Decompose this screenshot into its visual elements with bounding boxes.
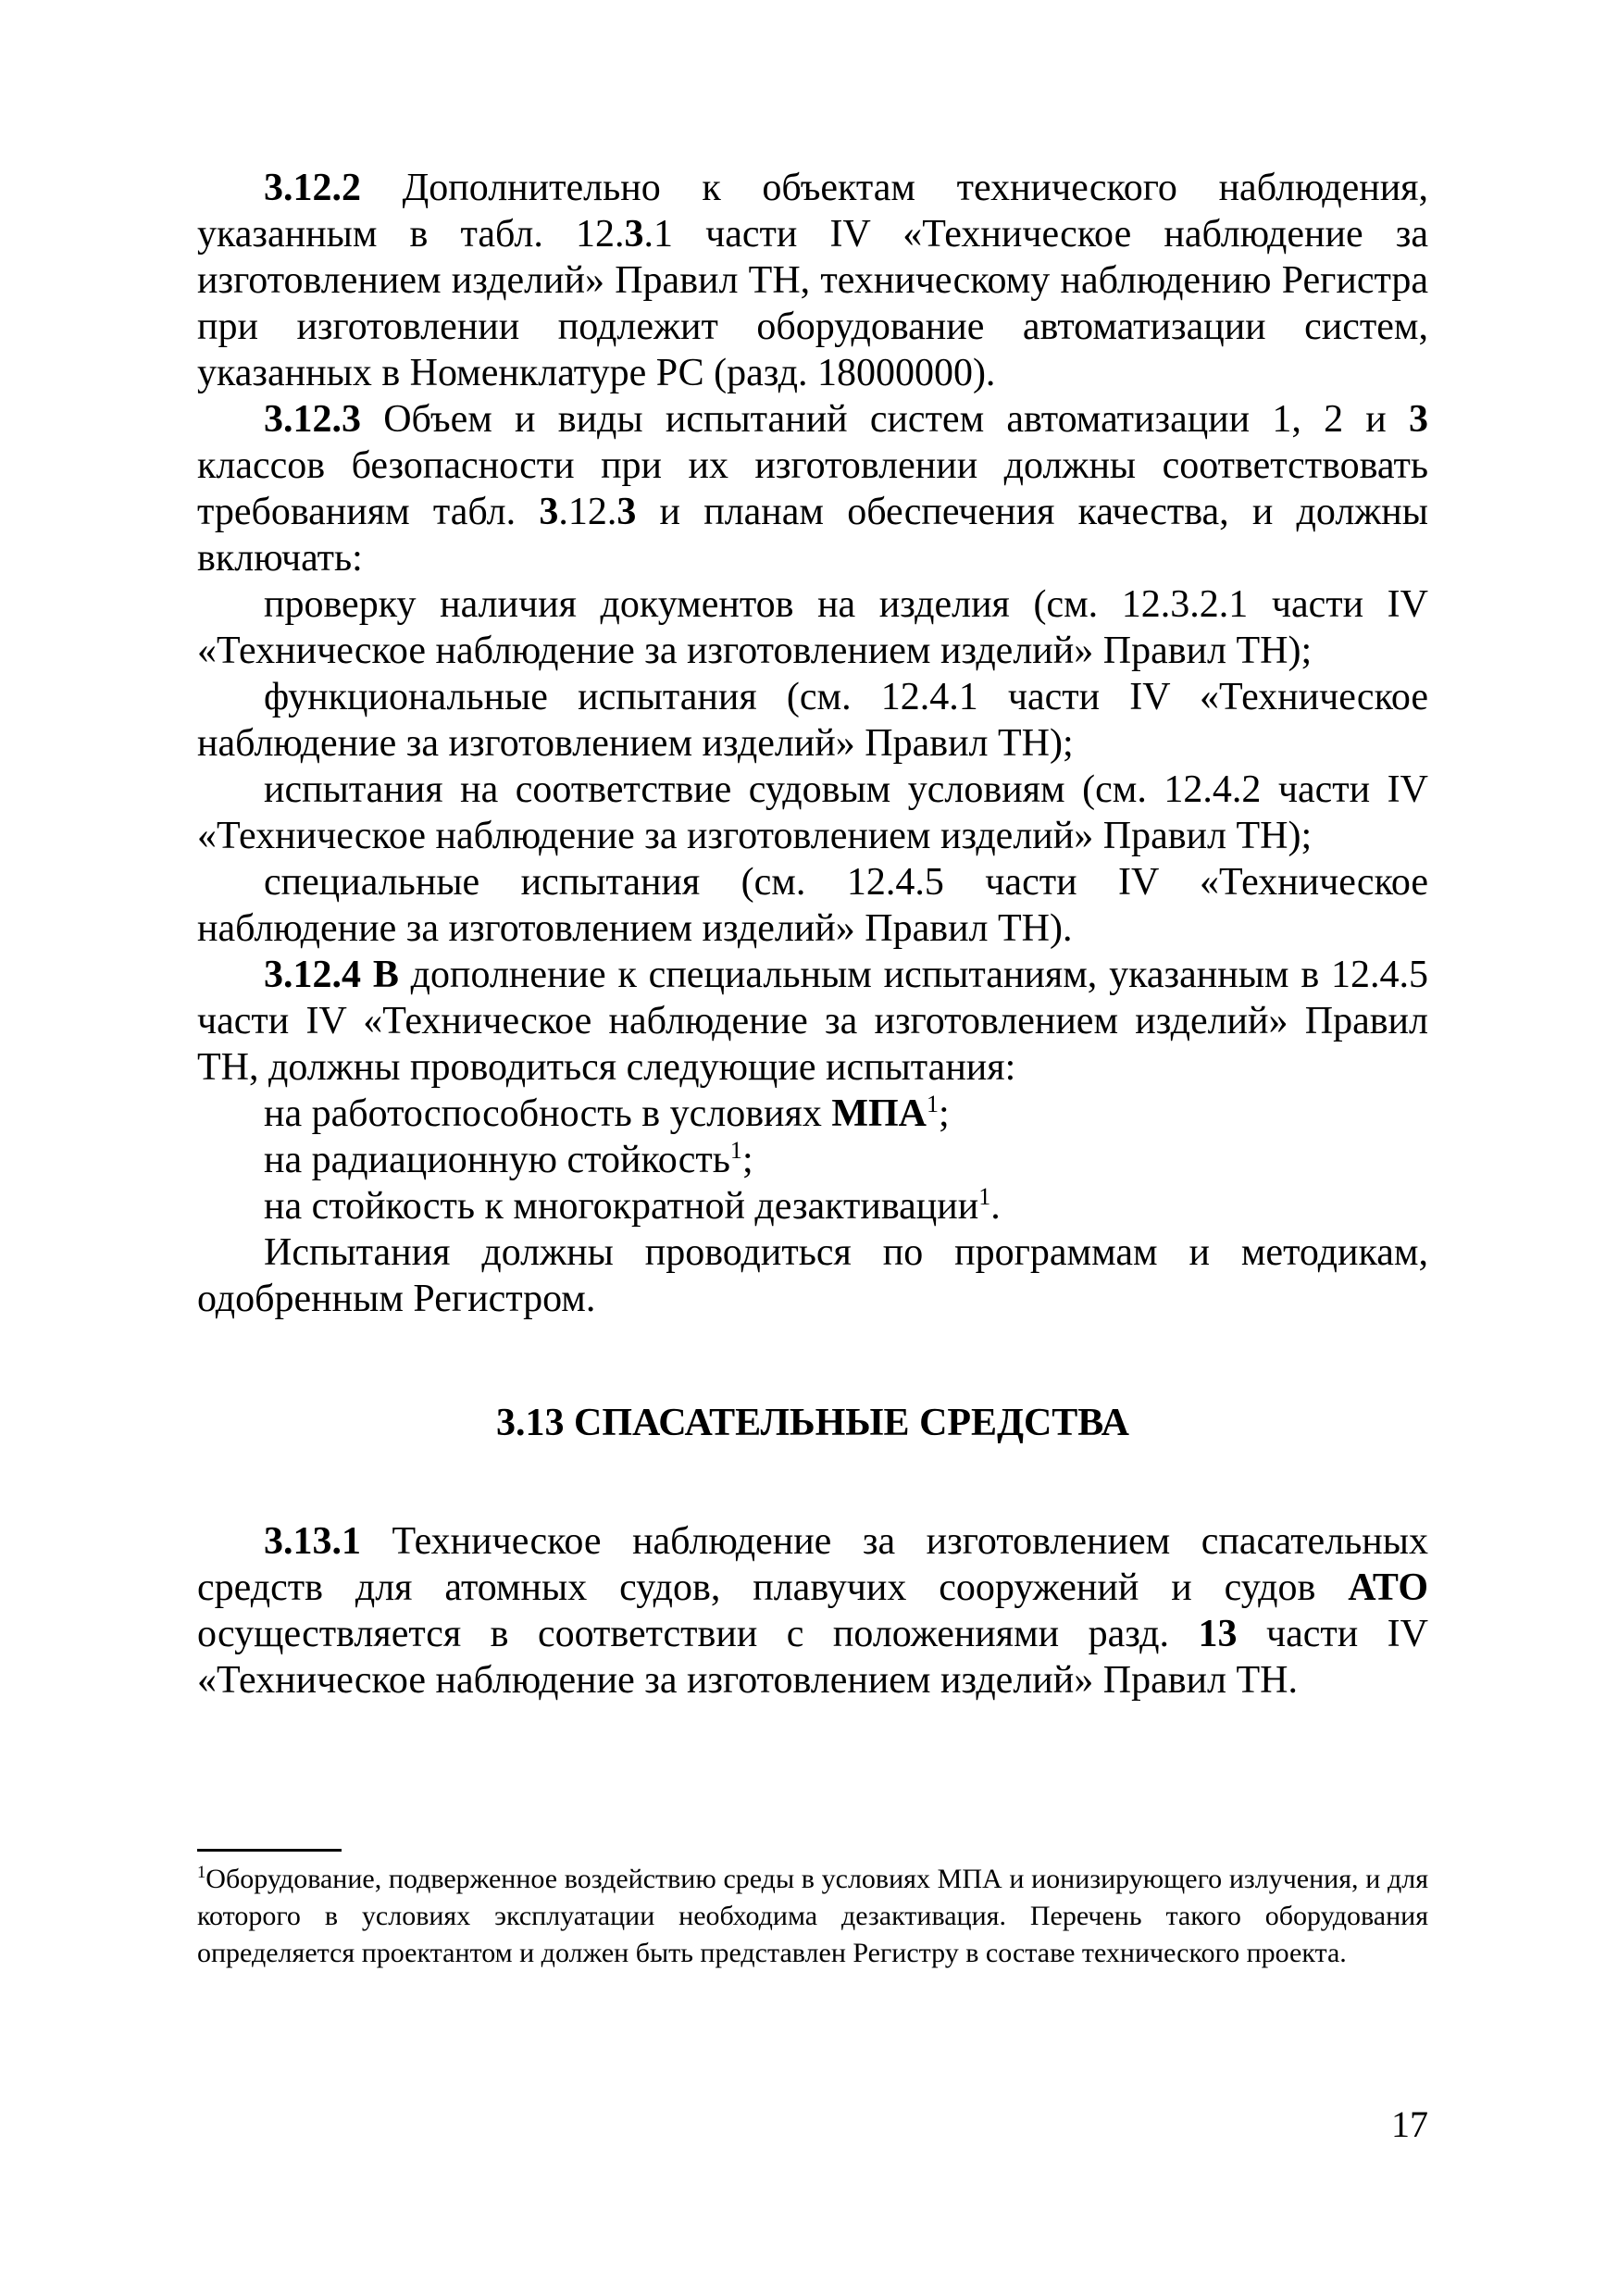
- paragraph-tests: Испытания должны проводиться по программам и методикам, одобренным Регистром.: [197, 1231, 1428, 1320]
- page-number: 17: [1391, 2103, 1428, 2145]
- section-number: 3.12.4: [264, 954, 361, 996]
- footnote: $^1$Оборудование, подверженное воздействию среды в условиях МПА и ионизирующего излучения, и для которого в условиях эксплуатации необходима дезактивация. Перечень такого оборудования определяется проектантом и должен быть представлен Регистру в составе технического проекта.: [197, 1863, 1428, 1968]
- list-item: на радиационную стойкость$^1$;: [264, 1137, 753, 1181]
- footnote-ref: 1: [926, 1091, 939, 1117]
- list-item: функциональные испытания (см. 12.4.1 части IV «Техническое наблюдение за изготовлением изделий» Правил ТН);: [197, 676, 1428, 765]
- section-number: 3.12.2: [264, 167, 361, 209]
- list-item: на стойкость к многократной дезактивации$^1$.: [264, 1183, 1001, 1228]
- section-heading: 3.13 СПАСАТЕЛЬНЫЕ СРЕДСТВА: [495, 1402, 1130, 1444]
- list-item: проверку наличия документов на изделия (см. 12.3.2.1 части IV «Техническое наблюдение за изготовлением изделий» Правил ТН);: [197, 583, 1428, 672]
- paragraph-3-12-4: 3.12.4 В дополнение к специальным испытаниям, указанным в 12.4.5 части IV «Техническое наблюдение за изготовлением изделий» Правил ТН, должны проводиться следующие испытания:: [197, 954, 1428, 1089]
- main-text: [197, 165, 1428, 1322]
- paragraph-3-13-1: 3.13.1 Техническое наблюдение за изготовлением спасательных средств для атомных судов, плавучих сооружений и судов АТО осуществляется в соответствии с положениями разд. 13 части IV «Техническое наблюдение за изготовлением изделий» Правил ТН.: [197, 1520, 1428, 1702]
- footnote-ref: 1: [978, 1183, 991, 1210]
- footnote-marker: 1: [197, 1863, 206, 1882]
- table-ref-bold: 3: [624, 213, 644, 256]
- paragraph-3-12-2: 3.12.2 Дополнительно к объектам технического наблюдения, указанным в табл. 12.3.1 части IV «Техническое наблюдение за изготовлением изделий» Правил ТН, техническому наблюдению Регистра при изготовлении подлежит оборудование автоматизации систем, указанных в Номенклатуре РС (разд. 18000000).: [197, 167, 1428, 394]
- footnote-divider: [197, 1849, 342, 1852]
- list-item: специальные испытания (см. 12.4.5 части IV «Техническое наблюдение за изготовлением изделий» Правил ТН).: [197, 861, 1428, 950]
- footnote-ref: 1: [729, 1137, 742, 1164]
- list-item: на работоспособность в условиях МПА$^1$;: [264, 1091, 950, 1135]
- paragraph-3-12-3: 3.12.3 Объем и виды испытаний систем автоматизации 1, 2 и 3 классов безопасности при их изготовлении должны соответствовать требованиям табл. 3.12.3 и планам обеспечения качества, и должны включать:: [197, 398, 1428, 580]
- section-number: 3.13.1: [264, 1520, 361, 1563]
- section-number: 3.12.3: [264, 398, 361, 441]
- list-item: испытания на соответствие судовым условиям (см. 12.4.2 части IV «Техническое наблюдение за изготовлением изделий» Правил ТН);: [197, 768, 1428, 857]
